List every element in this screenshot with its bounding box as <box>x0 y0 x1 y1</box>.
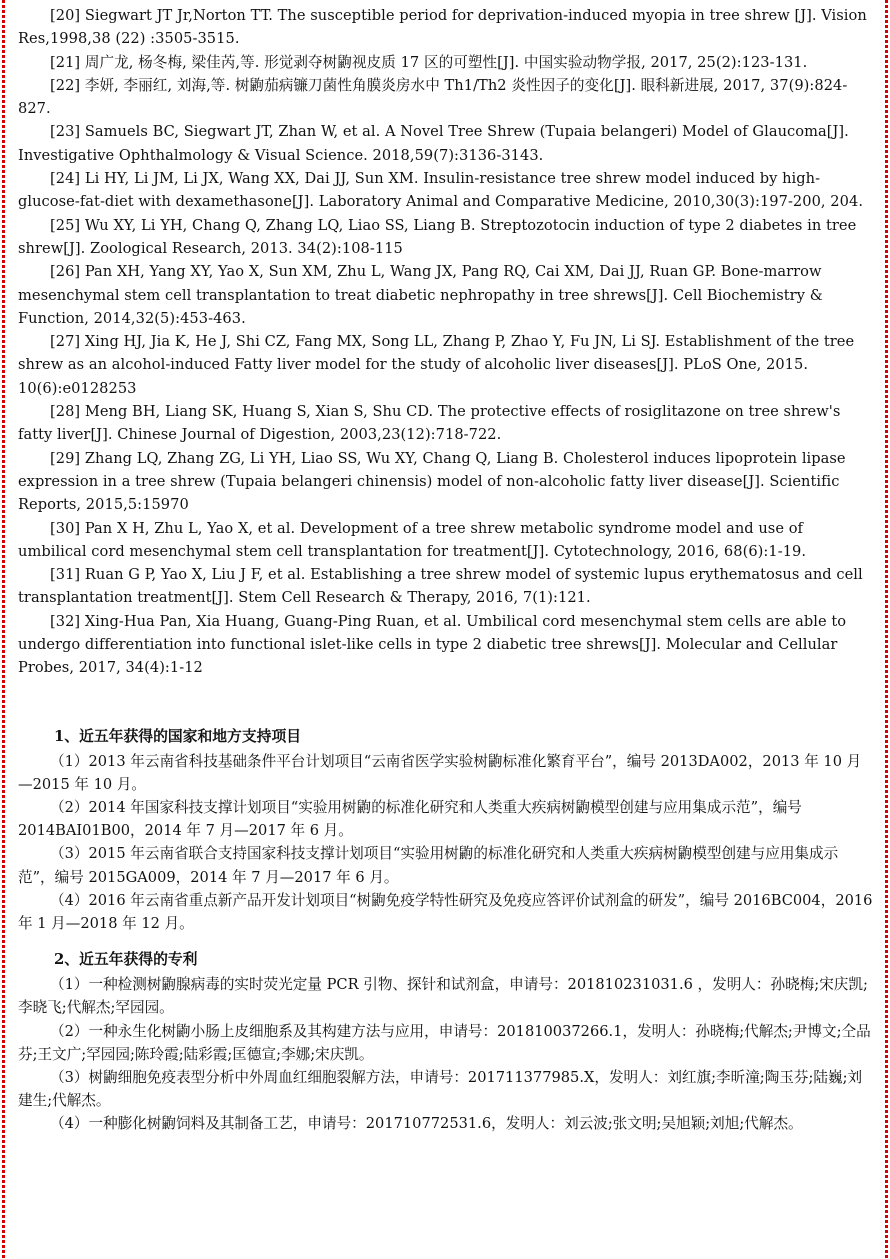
right-page-border <box>885 0 888 1259</box>
reference-item: [26] Pan XH, Yang XY, Yao X, Sun XM, Zhu L, Wang JX, Pang RQ, Cai XM, Dai JJ, Ruan GP. Bone-marrow mesenchymal stem cell transplantation to treat diabetic nephropathy in tree shrews[J]. Cell Biochemistry & Function, 2014,32(5):453-463. <box>18 263 823 327</box>
reference-item: [28] Meng BH, Liang SK, Huang S, Xian S, Shu CD. The protective effects of rosiglitazone on tree shrew's fatty liver[J]. Chinese Journal of Digestion, 2003,23(12):718-722. <box>18 403 841 444</box>
section-heading: 2、近五年获得的专利 <box>54 951 198 969</box>
project-item: （1）2013 年云南省科技基础条件平台计划项目“云南省医学实验树鼩标准化繁育平台”，编号 2013DA002，2013 年 10 月—2015 年 10 月。 <box>18 752 862 793</box>
reference-item: [21] 周广龙, 杨冬梅, 梁佳芮,等. 形觉剥夺树鼩视皮质 17 区的可塑性[J]. 中国实验动物学报, 2017, 25(2):123-131. <box>50 53 808 71</box>
patent-item: （1）一种检测树鼩腺病毒的实时荧光定量 PCR 引物、探针和试剂盒，申请号：201810231031.6 ，发明人：孙晓梅;宋庆凯;李晓飞;代解杰;罕园园。 <box>18 976 868 1017</box>
reference-item: [25] Wu XY, Li YH, Chang Q, Zhang LQ, Liao SS, Liang B. Streptozotocin induction of type 2 diabetes in tree shrew[J]. Zoological Research, 2013. 34(2):108-115 <box>18 216 857 257</box>
patents-section <box>18 949 874 1135</box>
reference-item: [20] Siegwart JT Jr,Norton TT. The susceptible period for deprivation-induced myopia in tree shrew [J]. Vision Res,1998,38 (22) :3505-3515. <box>18 7 867 48</box>
project-item: （3）2015 年云南省联合支持国家科技支撑计划项目“实验用树鼩的标准化研究和人类重大疾病树鼩模型创建与应用集成示范”，编号 2015GA009，2014 年 7 月—2017 年 6 月。 <box>18 845 839 886</box>
reference-item: [29] Zhang LQ, Zhang ZG, Li YH, Liao SS, Wu XY, Chang Q, Liang B. Cholesterol induces lipoprotein lipase expression in a tree shrew (Tupaia belangeri chinensis) model of non-alcoholic fatty liver disease[J]. Scientific Reports, 2015,5:15970 <box>18 449 846 514</box>
section-heading: 1、近五年获得的国家和地方支持项目 <box>54 727 302 745</box>
document-page <box>18 4 874 1136</box>
reference-item: [27] Xing HJ, Jia K, He J, Shi CZ, Fang MX, Song LL, Zhang P, Zhao Y, Fu JN, Li SJ. Establishment of the tree shrew as an alcohol-induced Fatty liver model for the study of alcoholic liver diseases[J]. PLoS One, 2015. 10(6):e0128253 <box>18 333 855 397</box>
reference-item: [32] Xing-Hua Pan, Xia Huang, Guang-Ping Ruan, et al. Umbilical cord mesenchymal stem cells are able to undergo differentiation into functional islet-like cells in type 2 diabetic tree shrews[J]. Molecular and Cellular Probes, 2017, 34(4):1-12 <box>18 612 847 677</box>
funding-projects-section <box>18 726 874 936</box>
reference-item: [24] Li HY, Li JM, Li JX, Wang XX, Dai JJ, Sun XM. Insulin-resistance tree shrew model induced by high-glucose-fat-diet with dexamethasone[J]. Laboratory Animal and Comparative Medicine, 2010,30(3):197-200, 204. <box>18 170 864 211</box>
left-page-border <box>2 0 5 1259</box>
reference-item: [22] 李妍, 李丽红, 刘海,等. 树鼩茄病镰刀菌性角膜炎房水中 Th1/Th2 炎性因子的变化[J]. 眼科新进展, 2017, 37(9):824-827. <box>18 76 848 118</box>
reference-list <box>18 4 874 680</box>
reference-item: [30] Pan X H, Zhu L, Yao X, et al. Development of a tree shrew metabolic syndrome model and use of umbilical cord mesenchymal stem cell transplantation for treatment[J]. Cytotechnology, 2016, 68(6):1-19. <box>18 519 807 560</box>
patent-item: （4）一种膨化树鼩饲料及其制备工艺，申请号：201710772531.6，发明人：刘云波;张文明;吴旭颖;刘旭;代解杰。 <box>50 1115 803 1133</box>
patent-item: （3）树鼩细胞免疫表型分析中外周血红细胞裂解方法，申请号：201711377985.X，发明人：刘红旗;李昕潼;陶玉芬;陆巍;刘建生;代解杰。 <box>18 1069 863 1110</box>
project-item: （2）2014 年国家科技支撑计划项目“实验用树鼩的标准化研究和人类重大疾病树鼩模型创建与应用集成示范”，编号 2014BAI01B00，2014 年 7 月—2017 年 6 月。 <box>18 799 802 840</box>
reference-item: [31] Ruan G P, Yao X, Liu J F, et al. Establishing a tree shrew model of systemic lupus erythematosus and cell transplantation treatment[J]. Stem Cell Research & Therapy, 2016, 7(1):121. <box>18 566 863 607</box>
patent-item: （2）一种永生化树鼩小肠上皮细胞系及其构建方法与应用，申请号：201810037266.1，发明人：孙晓梅;代解杰;尹博文;仝品芬;王文广;罕园园;陈玲霞;陆彩霞;匡德宣;李娜;宋庆凯。 <box>18 1022 871 1063</box>
project-item: （4）2016 年云南省重点新产品开发计划项目“树鼩免疫学特性研究及免疫应答评价试剂盒的研发”，编号 2016BC004，2016 年 1 月—2018 年 12 月。 <box>18 891 873 933</box>
reference-item: [23] Samuels BC, Siegwart JT, Zhan W, et al. A Novel Tree Shrew (Tupaia belangeri) Model of Glaucoma[J]. Investigative Ophthalmology & Visual Science. 2018,59(7):3136-3143. <box>18 123 849 164</box>
